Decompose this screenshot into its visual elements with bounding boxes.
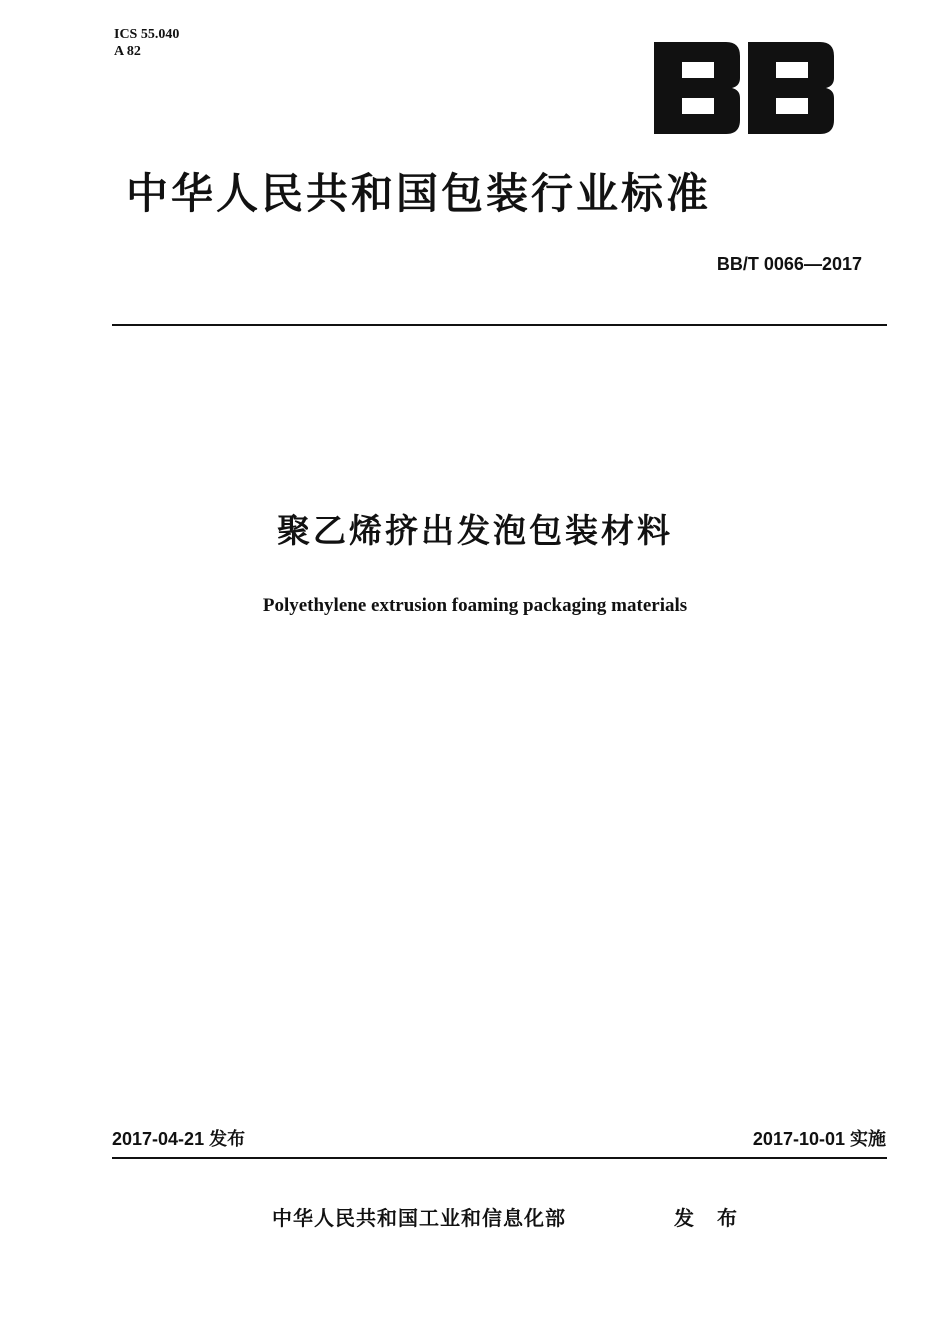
- standard-number: BB/T 0066—2017: [716, 254, 862, 274]
- standard-category-title: 中华人民共和国包装行业标准: [126, 169, 712, 218]
- implementation-date: 2017-10-01 实施: [752, 1129, 886, 1149]
- ccs-code: A 82: [114, 44, 141, 59]
- issue-date: 2017-04-21 发布: [112, 1129, 246, 1149]
- publish-label: 发 布: [674, 1206, 745, 1230]
- bb-logo: [652, 40, 836, 136]
- publisher-name: 中华人民共和国工业和信息化部: [272, 1206, 566, 1230]
- document-title-chinese: 聚乙烯挤出发泡包装材料: [277, 511, 673, 550]
- bottom-divider: [112, 1157, 887, 1159]
- ics-code: ICS 55.040: [114, 27, 180, 42]
- top-divider: [112, 324, 887, 326]
- classification-codes: [114, 26, 179, 60]
- document-title-english: Polyethylene extrusion foaming packaging materials: [262, 595, 688, 616]
